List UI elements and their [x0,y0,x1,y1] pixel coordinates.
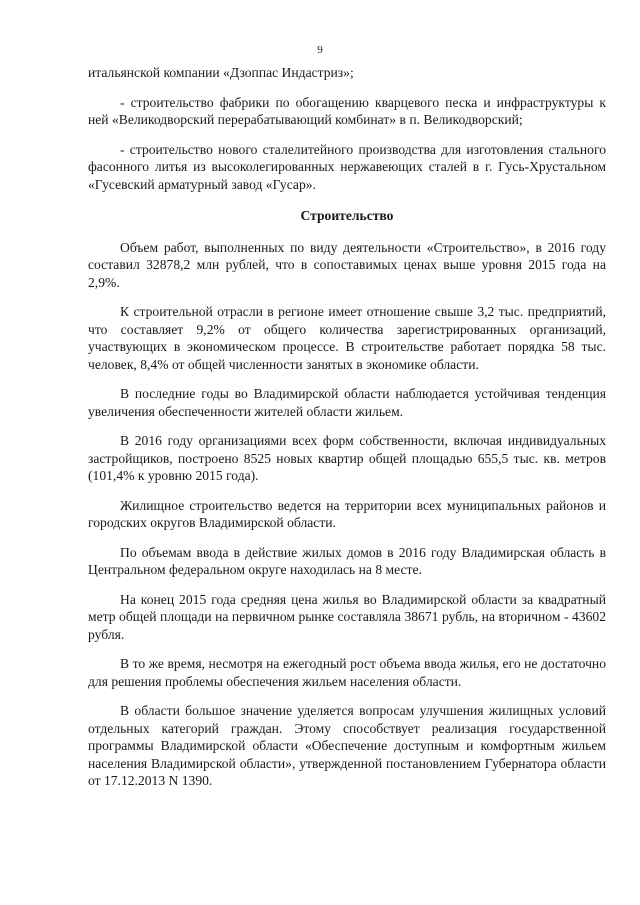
paragraph-housing-trend: В последние годы во Владимирской области наблюдается устойчивая тенденция увеличения обеспеченности жителей области жильем. [88,386,606,419]
paragraph-housing-shortage: В то же время, несмотря на ежегодный рост объема ввода жилья, его не достаточно для решения проблемы обеспечения жильем населения области. [88,656,606,689]
page-number: 9 [317,44,323,56]
list-item-quartz-plant: - строительство фабрики по обогащению кварцевого песка и инфраструктуры к ней «Великодворский перерабатывающий комбинат» в п. Великодворский; [88,94,606,127]
paragraph-industry-enterprises: К строительной отрасли в регионе имеет отношение свыше 3,2 тыс. предприятий, что составляет 9,2% от общего количества зарегистрированных организаций, участвующих в экономическом процессе. В строительстве работает порядка 58 тыс. человек, 8,4% от общей численности занятых в экономике области. [88,304,606,372]
paragraph-state-program: В области большое значение уделяется вопросам улучшения жилищных условий отдельных категорий граждан. Этому способствует реализация государственной программы Владимирской области «Обеспечение доступным и комфортным жильем населения Владимирской области», утвержденной постановлением Губернатора области от 17.12.2013 N 1390. [88,703,606,788]
document-body [88,64,606,790]
paragraph-housing-price: На конец 2015 года средняя цена жилья во Владимирской области за квадратный метр общей площади на первичном рынке составляла 38671 рубль, на вторичном - 43602 рубля. [88,591,606,642]
list-item-steel-plant: - строительство нового сталелитейного производства для изготовления стального фасонного литья из высоколегированных нержавеющих сталей в г. Гусь-Хрустальном «Гусевский арматурный завод «Гусар». [88,141,606,192]
paragraph-cfd-rank: По объемам ввода в действие жилых домов в 2016 году Владимирская область в Центральном федеральном округе находилась на 8 месте. [88,544,606,577]
paragraph-new-apartments: В 2016 году организациями всех форм собственности, включая индивидуальных застройщиков, построено 8525 новых квартир общей площадью 655,5 тыс. кв. метров (101,4% к уровню 2015 года). [88,433,606,483]
section-heading: Строительство [300,208,394,223]
paragraph-continuation: итальянской компании «Дзоппас Индастриз»; [88,65,354,80]
paragraph-housing-territory: Жилищное строительство ведется на территории всех муниципальных районов и городских округов Владимирской области. [88,497,606,530]
paragraph-construction-volume: Объем работ, выполненных по виду деятельности «Строительство», в 2016 году составил 32878,2 млн рублей, что в сопоставимых ценах выше уровня 2015 года на 2,9%. [88,239,606,290]
